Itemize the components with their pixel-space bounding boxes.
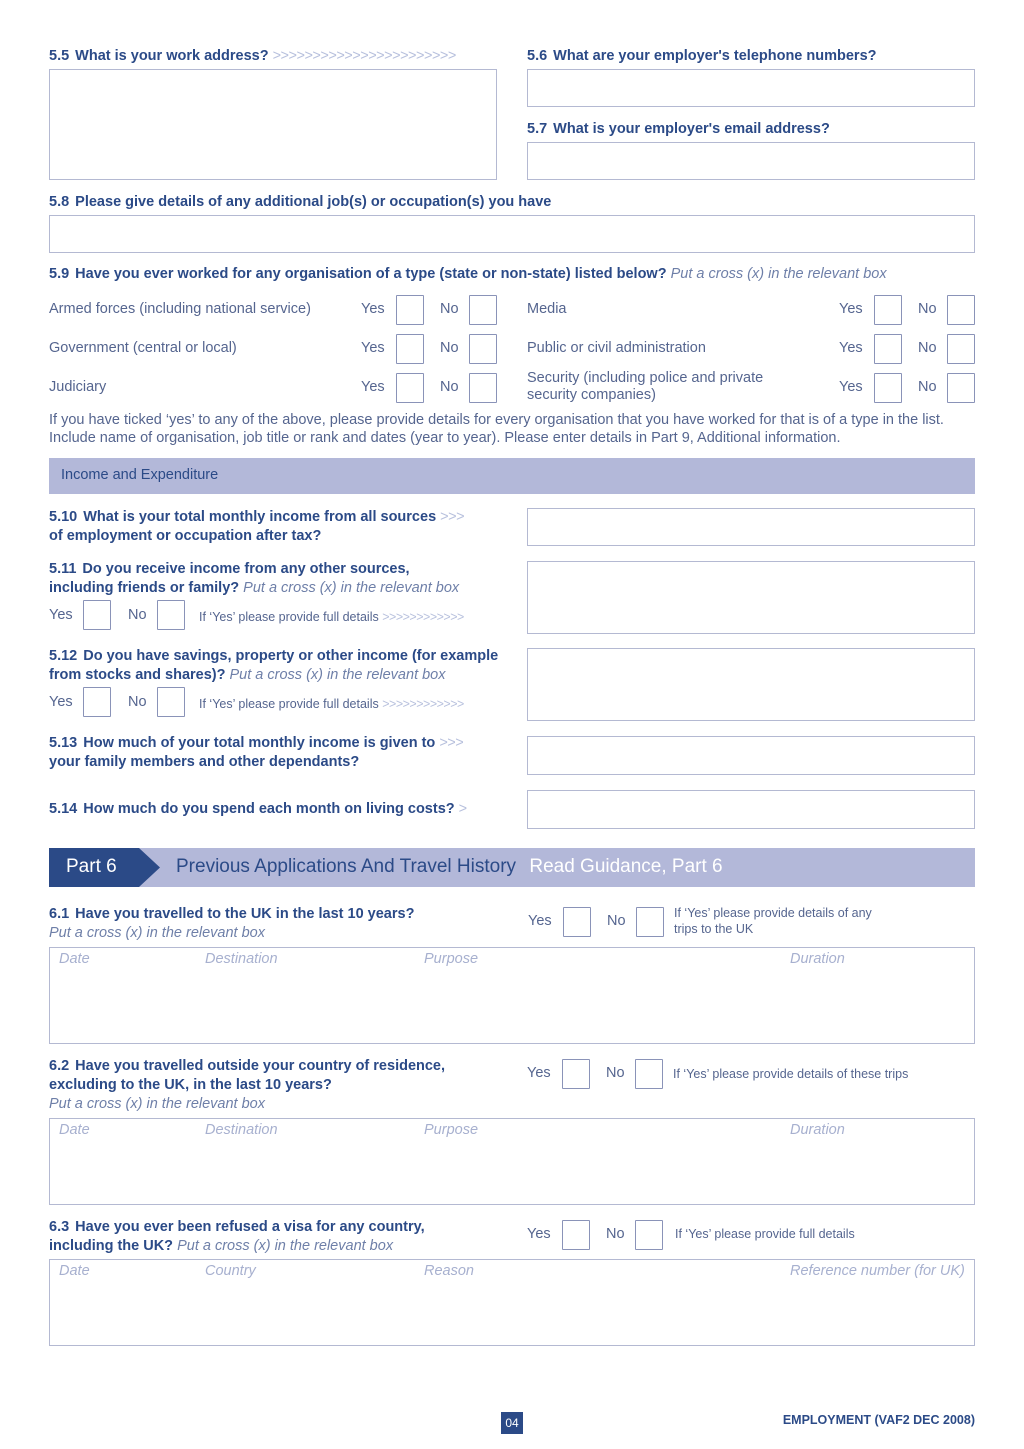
q6-3-label	[49, 1218, 425, 1256]
org-media-label: Media	[527, 301, 567, 317]
q5-11-yes-label: Yes	[49, 607, 73, 623]
q5-5-text: What is your work address?	[75, 48, 269, 64]
q6-1-note-line1: If ‘Yes’ please provide details of any	[674, 906, 872, 920]
q6-1-text: Have you travelled to the UK in the last 10 years?	[75, 906, 415, 922]
q5-12-label	[49, 647, 498, 685]
q5-9-hint: Put a cross (x) in the relevant box	[670, 266, 887, 282]
public-admin-no-label: No	[918, 340, 937, 356]
q5-9-number: 5.9	[49, 266, 70, 282]
col-date: Date	[59, 951, 90, 967]
employer-email-field[interactable]	[527, 142, 975, 180]
public-admin-yes-checkbox[interactable]	[874, 334, 902, 364]
org-armed-forces-label: Armed forces (including national service)	[49, 301, 311, 317]
col-date: Date	[59, 1122, 90, 1138]
monthly-income-field[interactable]	[527, 508, 975, 546]
q6-2-yes-label: Yes	[527, 1065, 551, 1081]
org-security-label-line2: security companies)	[527, 387, 656, 403]
q5-11-no-checkbox[interactable]	[157, 600, 185, 630]
q6-3-note: If ‘Yes’ please provide full details	[675, 1227, 855, 1241]
q6-3-text-line2: including the UK?	[49, 1238, 174, 1254]
judiciary-no-checkbox[interactable]	[469, 373, 497, 403]
media-yes-label: Yes	[839, 301, 863, 317]
q6-2-text: Have you travelled outside your country of residence,	[75, 1058, 446, 1074]
q6-3-text: Have you ever been refused a visa for any country,	[75, 1219, 425, 1235]
q5-11-text-line2: including friends or family?	[49, 580, 240, 596]
additional-jobs-field[interactable]	[49, 215, 975, 253]
q5-14-label	[49, 800, 467, 819]
q5-10-number: 5.10	[49, 509, 78, 525]
q6-3-hint: Put a cross (x) in the relevant box	[177, 1238, 394, 1254]
dependants-income-field[interactable]	[527, 736, 975, 775]
security-no-label: No	[918, 379, 937, 395]
q5-12-hint: Put a cross (x) in the relevant box	[229, 667, 446, 683]
org-public-admin-label: Public or civil administration	[527, 340, 706, 356]
col-purpose: Purpose	[424, 1122, 479, 1138]
q6-2-no-label: No	[606, 1065, 625, 1081]
q5-5-arrows: >>>>>>>>>>>>>>>>>>>>>>>	[272, 48, 456, 64]
q5-12-no-label: No	[128, 694, 147, 710]
col-destination: Destination	[205, 1122, 278, 1138]
other-income-details-field[interactable]	[527, 561, 975, 634]
q6-2-no-checkbox[interactable]	[635, 1059, 663, 1089]
col-duration: Duration	[790, 951, 845, 967]
q6-1-label	[49, 905, 414, 943]
q5-12-number: 5.12	[49, 648, 78, 664]
armed-forces-no-label: No	[440, 301, 459, 317]
q5-11-details-note	[199, 609, 464, 625]
security-yes-label: Yes	[839, 379, 863, 395]
q5-11-number: 5.11	[49, 561, 77, 577]
q5-11-text: Do you receive income from any other sources,	[82, 561, 410, 577]
q5-8-text: Please give details of any additional job(s) or occupation(s) you have	[75, 194, 552, 210]
q5-13-text-line2: your family members and other dependants?	[49, 754, 360, 770]
q5-11-yes-checkbox[interactable]	[83, 600, 111, 630]
q6-1-no-checkbox[interactable]	[636, 907, 664, 937]
q6-1-note-line2: trips to the UK	[674, 922, 754, 936]
part6-tag: Part 6	[66, 856, 117, 877]
q6-2-number: 6.2	[49, 1058, 70, 1074]
org-judiciary-label: Judiciary	[49, 379, 107, 395]
media-no-label: No	[918, 301, 937, 317]
q5-10-label	[49, 508, 464, 546]
uk-travel-details-field[interactable]	[49, 947, 975, 1044]
security-no-checkbox[interactable]	[947, 373, 975, 403]
other-travel-details-field[interactable]	[49, 1118, 975, 1205]
armed-forces-yes-checkbox[interactable]	[396, 295, 424, 325]
q5-11-hint: Put a cross (x) in the relevant box	[243, 580, 460, 596]
q5-13-arrows: >>>	[439, 735, 464, 751]
q5-5-label	[49, 47, 456, 66]
judiciary-yes-checkbox[interactable]	[396, 373, 424, 403]
government-no-label: No	[440, 340, 459, 356]
q6-3-no-label: No	[606, 1226, 625, 1242]
income-expenditure-header	[49, 458, 975, 494]
q5-6-label	[527, 47, 877, 66]
q5-12-yes-checkbox[interactable]	[83, 687, 111, 717]
q5-10-text: What is your total monthly income from all sources	[83, 509, 437, 525]
q5-12-text-line2: from stocks and shares)?	[49, 667, 226, 683]
org-security-label	[527, 370, 763, 404]
col-duration: Duration	[790, 1122, 845, 1138]
q5-10-text-line2: of employment or occupation after tax?	[49, 528, 322, 544]
q5-12-text: Do you have savings, property or other income (for example	[83, 648, 499, 664]
col-date: Date	[59, 1263, 90, 1279]
q6-1-no-label: No	[607, 913, 626, 929]
armed-forces-no-checkbox[interactable]	[469, 295, 497, 325]
q6-2-label	[49, 1057, 445, 1114]
work-address-field[interactable]	[49, 69, 497, 180]
government-no-checkbox[interactable]	[469, 334, 497, 364]
q6-1-yes-checkbox[interactable]	[563, 907, 591, 937]
q5-9-note: If you have ticked ‘yes’ to any of the above, please provide details for every organisation that you have worked for that is of a type in the list. Include name of organisation, job title or rank and dates (year to year). Please enter details in Part 9, Additional information.	[49, 412, 944, 446]
q5-5-number: 5.5	[49, 48, 70, 64]
q5-9-text: Have you ever worked for any organisation of a type (state or non-state) listed below?	[75, 266, 667, 282]
q5-13-number: 5.13	[49, 735, 78, 751]
org-security-label-line1: Security (including police and private	[527, 370, 764, 386]
q5-11-details-arrows: >>>>>>>>>>>>	[382, 610, 464, 624]
employer-phone-field[interactable]	[527, 69, 975, 107]
q6-2-hint: Put a cross (x) in the relevant box	[49, 1096, 265, 1112]
q5-6-text: What are your employer's telephone numbers?	[553, 48, 877, 64]
q5-14-arrows: >	[458, 801, 467, 817]
part6-title-line	[176, 856, 723, 878]
q5-6-number: 5.6	[527, 48, 548, 64]
q5-12-yes-label: Yes	[49, 694, 73, 710]
q5-8-label	[49, 193, 551, 212]
q5-11-label	[49, 560, 459, 598]
q5-12-details-note	[199, 696, 464, 712]
judiciary-no-label: No	[440, 379, 459, 395]
q6-1-hint: Put a cross (x) in the relevant box	[49, 925, 265, 941]
col-reference-number: Reference number (for UK)	[790, 1263, 965, 1279]
q6-1-yes-label: Yes	[528, 913, 552, 929]
q5-12-details-arrows: >>>>>>>>>>>>	[382, 697, 464, 711]
col-destination: Destination	[205, 951, 278, 967]
visa-refusal-details-field[interactable]	[49, 1259, 975, 1346]
judiciary-yes-label: Yes	[361, 379, 385, 395]
col-country: Country	[205, 1263, 256, 1279]
q5-14-number: 5.14	[49, 801, 78, 817]
form-reference: EMPLOYMENT (VAF2 DEC 2008)	[782, 1413, 975, 1427]
media-no-checkbox[interactable]	[947, 295, 975, 325]
public-admin-no-checkbox[interactable]	[947, 334, 975, 364]
org-government-label: Government (central or local)	[49, 340, 237, 356]
col-reason: Reason	[424, 1263, 474, 1279]
q5-12-details-text: If ‘Yes’ please provide full details	[199, 697, 379, 711]
part6-guidance: Read Guidance, Part 6	[529, 856, 723, 877]
income-expenditure-title: Income and Expenditure	[61, 467, 219, 483]
public-admin-yes-label: Yes	[839, 340, 863, 356]
q5-13-text: How much of your total monthly income is given to	[83, 735, 436, 751]
living-costs-field[interactable]	[527, 790, 975, 829]
part6-title: Previous Applications And Travel History	[176, 856, 517, 877]
q6-1-number: 6.1	[49, 906, 70, 922]
q6-3-yes-checkbox[interactable]	[562, 1220, 590, 1250]
q6-2-text-line2: excluding to the UK, in the last 10 years?	[49, 1077, 332, 1093]
q5-13-label	[49, 734, 463, 772]
armed-forces-yes-label: Yes	[361, 301, 385, 317]
q6-3-number: 6.3	[49, 1219, 70, 1235]
q5-10-arrows: >>>	[440, 509, 465, 525]
q5-7-text: What is your employer's email address?	[553, 121, 830, 137]
col-purpose: Purpose	[424, 951, 479, 967]
q6-3-yes-label: Yes	[527, 1226, 551, 1242]
savings-details-field[interactable]	[527, 648, 975, 721]
q5-11-details-text: If ‘Yes’ please provide full details	[199, 610, 379, 624]
q5-9-label	[49, 265, 887, 284]
government-yes-checkbox[interactable]	[396, 334, 424, 364]
government-yes-label: Yes	[361, 340, 385, 356]
q5-14-text: How much do you spend each month on living costs?	[83, 801, 455, 817]
q5-11-no-label: No	[128, 607, 147, 623]
media-yes-checkbox[interactable]	[874, 295, 902, 325]
q5-7-label	[527, 120, 830, 139]
page-number: 04	[501, 1412, 523, 1434]
q6-3-no-checkbox[interactable]	[635, 1220, 663, 1250]
q5-12-no-checkbox[interactable]	[157, 687, 185, 717]
q5-7-number: 5.7	[527, 121, 548, 137]
q6-2-yes-checkbox[interactable]	[562, 1059, 590, 1089]
q6-1-note	[674, 905, 872, 937]
security-yes-checkbox[interactable]	[874, 373, 902, 403]
q5-8-number: 5.8	[49, 194, 70, 210]
q6-2-note: If ‘Yes’ please provide details of these trips	[673, 1067, 909, 1081]
